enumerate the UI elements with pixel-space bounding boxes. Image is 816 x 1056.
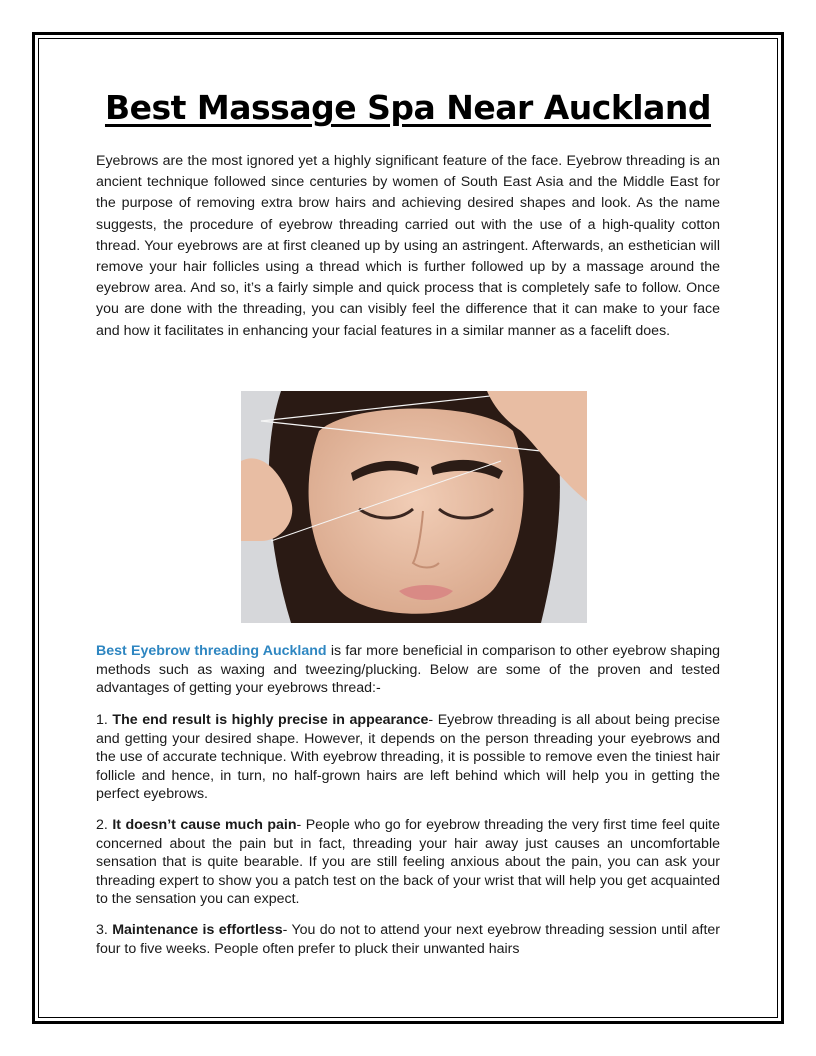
point-2 [96,816,720,909]
point-body: - People who go for eyebrow threading the very first time feel quite concerned about the pain but in fact, threading your hair away just causes an uncomfortable sensation that is quite bearable. If you are still feeling anxious about the pain, you can ask your threading expert to show you a patch test on the back of your wrist that will help you get acquainted to the sensation you can expect. [96,817,720,908]
point-number: 3. [96,922,113,938]
point-body: - Eyebrow threading is all about being precise and getting your desired shape. However, it depends on the person threading your eyebrows and the use of accurate technique. With eyebrow threading, it is possible to remove even the tiniest hair follicle and hence, in turn, no half-grown hairs are left behind which will help you in getting the perfect eyebrows. [96,712,720,803]
point-3 [96,921,720,958]
point-heading: The end result is highly precise in appearance [112,712,429,728]
point-heading: It doesn’t cause much pain [112,817,297,833]
eyebrow-threading-photo [241,391,587,623]
intro-paragraph: Eyebrows are the most ignored yet a highly significant feature of the face. Eyebrow threading is an ancient technique followed since centuries by women of South East Asia and the Middle East for the purpose of removing extra brow hairs and achieving desired shapes and look. As the name suggests, the procedure of eyebrow threading carried out with the use of a high-quality cotton thread. Your eyebrows are at first cleaned up by using an astringent. Afterwards, an esthetician will remove your hair follicles using a thread which is further followed up by a massage around the eyebrow area. And so, it’s a fairly simple and quick process that is completely safe to follow. Once you are done with the threading, you can visibly feel the difference that it can make to your face and how it facilitates in enhancing your facial features in a similar manner as a facelift does. [96,153,720,339]
page-title: Best Massage Spa Near Auckland [104,88,711,127]
point-number: 2. [96,817,113,833]
advantages-intro-text: is far more beneficial in comparison to other eyebrow shaping methods such as waxing and tweezing/plucking. Below are some of the proven and tested advantages of getting your eyebrows thread:- [96,643,720,697]
point-1 [96,711,720,804]
advantages-intro [96,642,720,698]
eyebrow-threading-link[interactable]: Best Eyebrow threading Auckland [96,643,327,659]
point-body: - You do not to attend your next eyebrow threading session until after four to five weeks. People often prefer to pluck their unwanted hairs [96,922,720,957]
point-heading: Maintenance is effortless [112,922,283,938]
point-number: 1. [96,712,113,728]
